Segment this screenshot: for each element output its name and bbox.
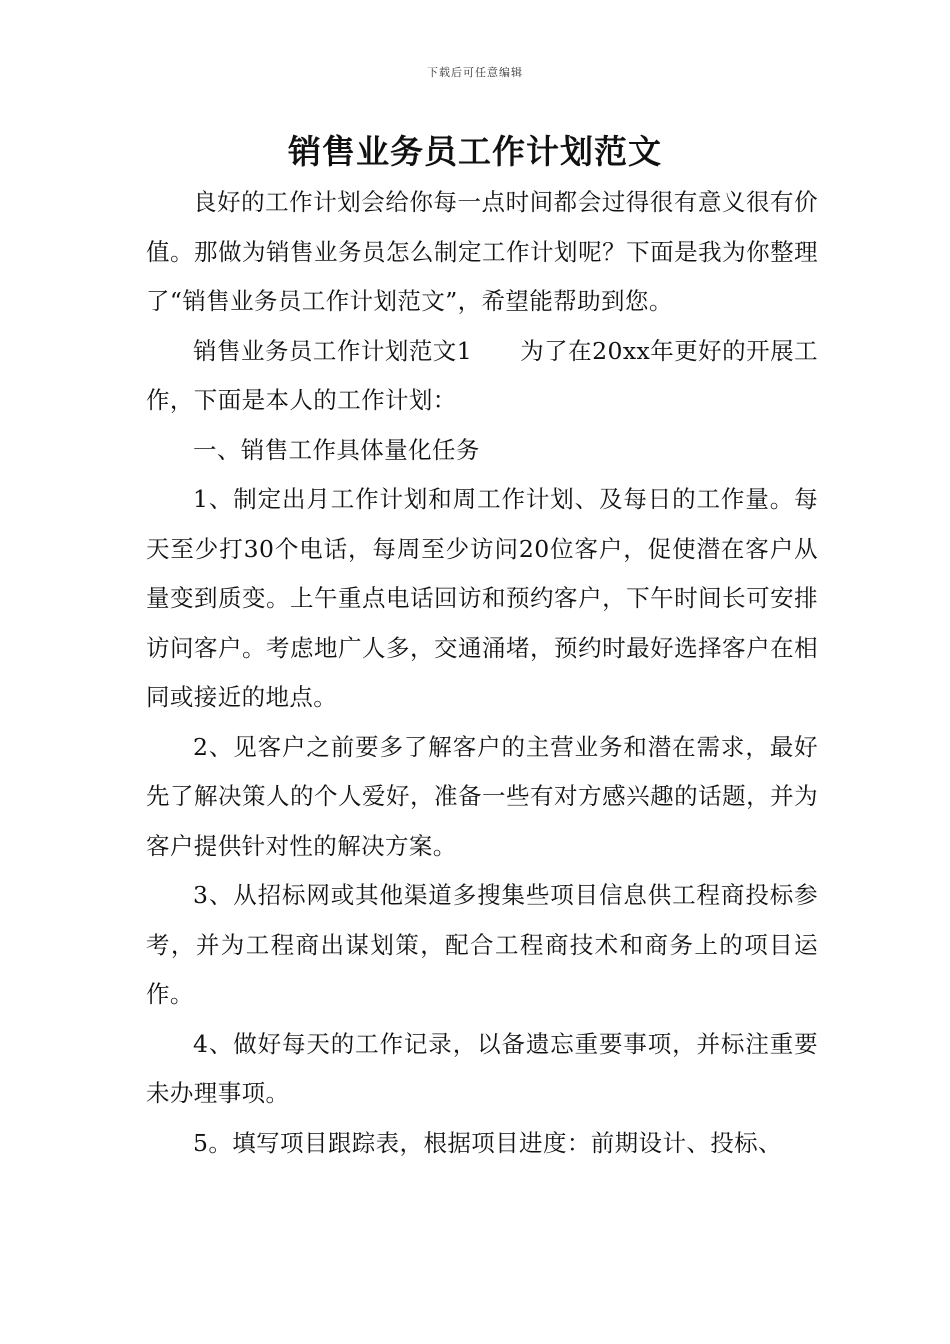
header-note: 下载后可任意编辑 [427, 66, 523, 79]
paragraph-item-2: 2、见客户之前要多了解客户的主营业务和潜在需求，最好先了解决策人的个人爱好，准备一些有对方感兴趣的话题，并为客户提供针对性的解决方案。 [146, 732, 818, 860]
paragraph-item-5: 5。填写项目跟踪表，根据项目进度：前期设计、投标、 [193, 1128, 782, 1157]
document-body [146, 178, 818, 1168]
paragraph-item-1: 1、制定出月工作计划和周工作计划、及每日的工作量。每天至少打30个电话，每周至少访问20位客户，促使潜在客户从量变到质变。上午重点电话回访和预约客户，下午时间长可安排访问客户。考虑地广人多，交通涌堵，预约时最好选择客户在相同或接近的地点。 [146, 485, 818, 711]
paragraph-item-4: 4、做好每天的工作记录，以备遗忘重要事项，并标注重要未办理事项。 [146, 1029, 818, 1107]
document-title: 销售业务员工作计划范文 [288, 132, 662, 171]
paragraph-intro: 良好的工作计划会给你每一点时间都会过得很有意义很有价值。那做为销售业务员怎么制定工作计划呢？下面是我为你整理了“销售业务员工作计划范文”，希望能帮助到您。 [146, 188, 818, 315]
paragraph-sample-heading: 销售业务员工作计划范文1 为了在20xx年更好的开展工作，下面是本人的工作计划： [146, 336, 818, 414]
paragraph-section-heading: 一、销售工作具体量化任务 [193, 435, 480, 464]
paragraph-item-3: 3、从招标网或其他渠道多搜集些项目信息供工程商投标参考，并为工程商出谋划策，配合工程商技术和商务上的项目运作。 [146, 881, 818, 1008]
